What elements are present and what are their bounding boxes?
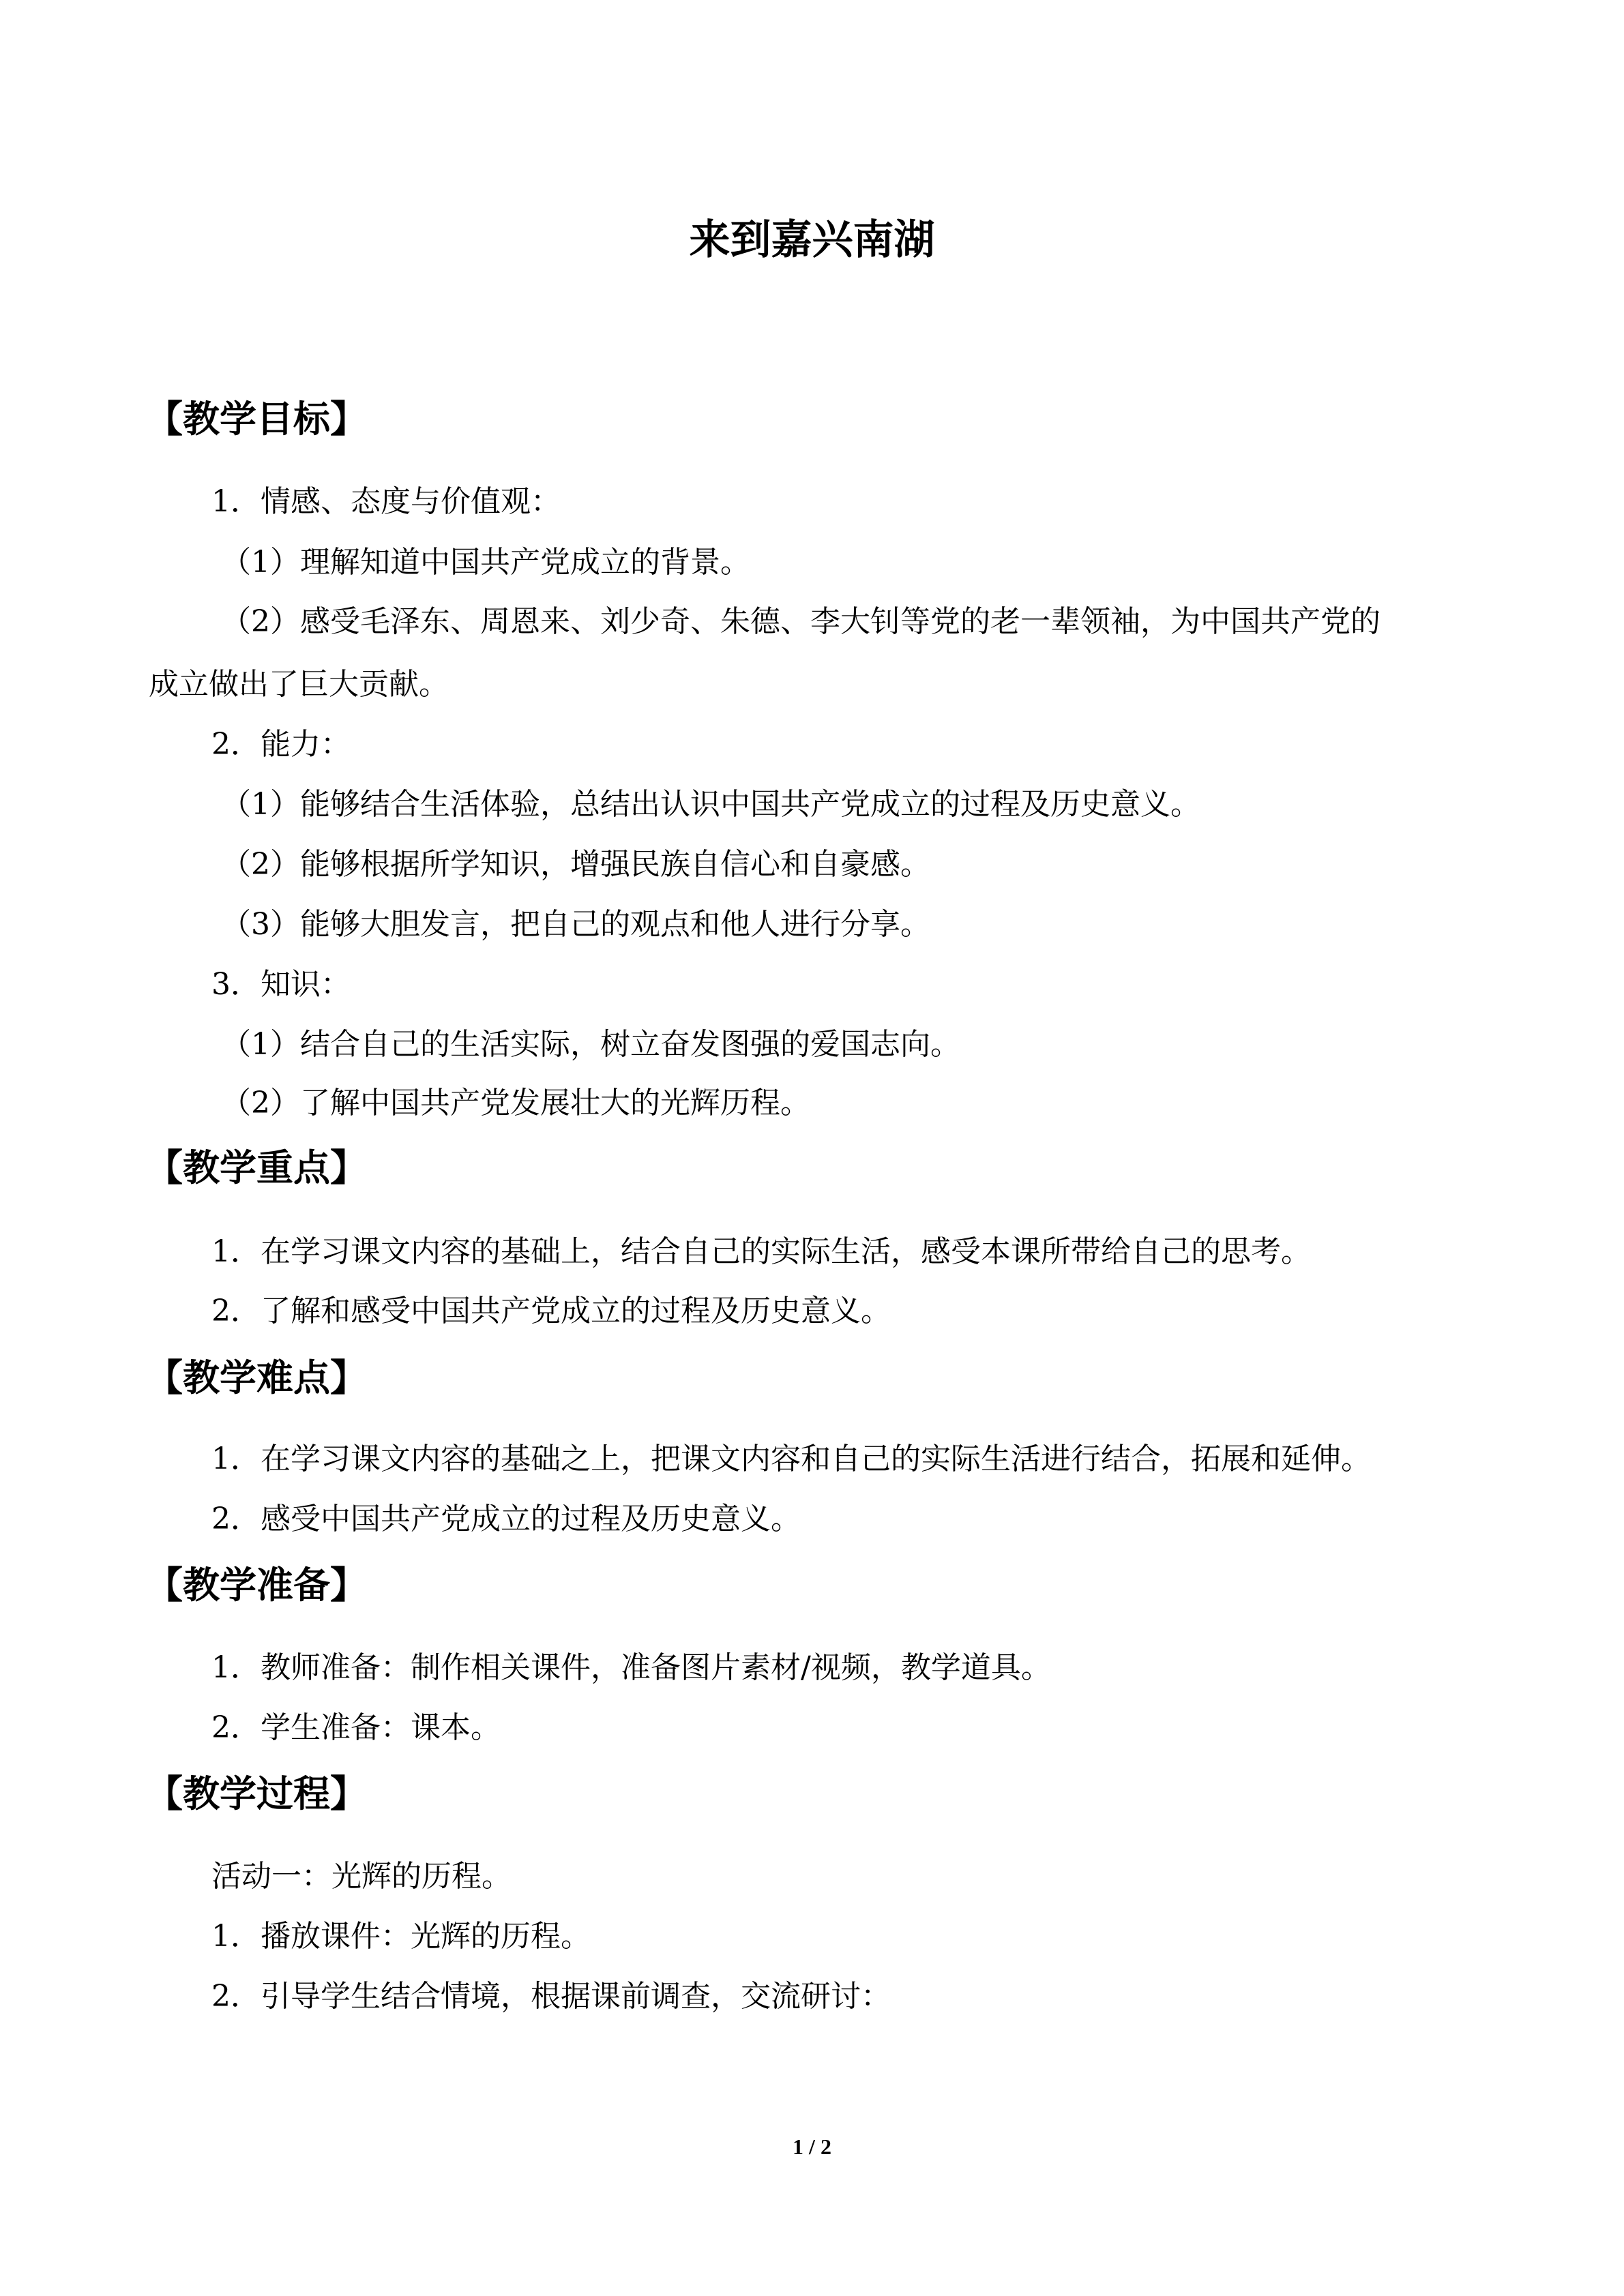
goals-line: （3）能够大胆发言，把自己的观点和他人进行分享。 bbox=[221, 907, 930, 942]
process-line: 1．播放课件：光辉的历程。 bbox=[211, 1919, 591, 1954]
key-points-line: 2．了解和感受中国共产党成立的过程及历史意义。 bbox=[211, 1294, 891, 1328]
goals-line: （1）理解知道中国共产党成立的背景。 bbox=[221, 545, 750, 580]
goals-line: （2）了解中国共产党发展壮大的光辉历程。 bbox=[221, 1086, 810, 1120]
goals-line: 3．知识： bbox=[211, 967, 351, 1002]
process-line: 2．引导学生结合情境，根据课前调查，交流研讨： bbox=[211, 1979, 891, 2014]
section-heading-process: 【教学过程】 bbox=[146, 1772, 367, 1815]
section-heading-goals: 【教学目标】 bbox=[146, 398, 367, 441]
difficulties-line: 1．在学习课文内容的基础之上，把课文内容和自己的实际生活进行结合，拓展和延伸。 bbox=[211, 1442, 1371, 1476]
preparation-line: 1．教师准备：制作相关课件，准备图片素材/视频，教学道具。 bbox=[211, 1650, 1051, 1685]
page-number: 1 / 2 bbox=[793, 2134, 831, 2159]
preparation-line: 2．学生准备：课本。 bbox=[211, 1710, 501, 1745]
process-line: 活动一：光辉的历程。 bbox=[211, 1859, 512, 1894]
goals-line: 1．情感、态度与价值观： bbox=[211, 484, 561, 519]
key-points-line: 1．在学习课文内容的基础上，结合自己的实际生活，感受本课所带给自己的思考。 bbox=[211, 1234, 1311, 1269]
page-title: 来到嘉兴南湖 bbox=[689, 216, 935, 264]
goals-line: （1）结合自己的生活实际，树立奋发图强的爱国志向。 bbox=[221, 1027, 960, 1062]
goals-line: （2）能够根据所学知识，增强民族自信心和自豪感。 bbox=[221, 847, 930, 882]
difficulties-line: 2．感受中国共产党成立的过程及历史意义。 bbox=[211, 1502, 801, 1536]
section-heading-key-points: 【教学重点】 bbox=[146, 1146, 367, 1189]
section-heading-difficulties: 【教学难点】 bbox=[146, 1356, 367, 1399]
goals-line: （2）感受毛泽东、周恩来、刘少奇、朱德、李大钊等党的老一辈领袖，为中国共产党的 bbox=[221, 604, 1381, 639]
goals-line: 2．能力： bbox=[211, 727, 351, 762]
section-heading-preparation: 【教学准备】 bbox=[146, 1564, 367, 1607]
goals-line: 成立做出了巨大贡献。 bbox=[149, 667, 449, 702]
goals-line: （1）能够结合生活体验，总结出认识中国共产党成立的过程及历史意义。 bbox=[221, 787, 1200, 822]
